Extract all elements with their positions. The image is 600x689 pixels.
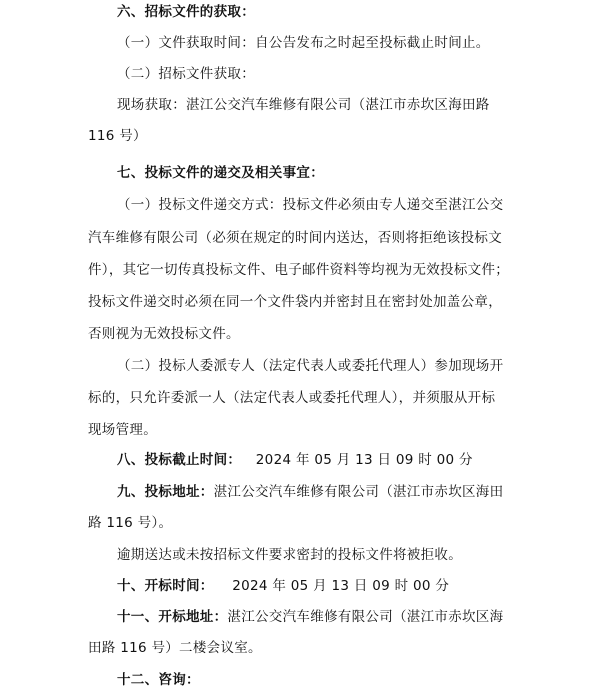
section-9-heading: 九、投标地址：	[117, 484, 214, 500]
section-7-para-1-line-2: 汽车维修有限公司（必须在规定的时间内送达，否则将拒绝该投标文	[88, 230, 502, 246]
section-7-para-1-line-5: 否则视为无效投标文件。	[88, 326, 240, 342]
section-7-para-2-line-3: 现场管理。	[88, 422, 157, 438]
section-8-heading: 八、投标截止时间：	[117, 452, 242, 468]
section-9-row	[117, 483, 503, 501]
section-12-heading: 十二、咨询：	[117, 672, 200, 688]
section-10-row	[117, 577, 449, 595]
section-6-item-2: （二）招标文件获取：	[117, 66, 255, 82]
section-11-heading: 十一、开标地址：	[117, 609, 228, 625]
section-7-para-1-line-1: （一）投标文件递交方式：投标文件必须由专人递交至湛江公交	[117, 197, 504, 213]
section-9-note: 逾期送达或未按招标文件要求密封的投标文件将被拒收。	[117, 547, 462, 563]
section-11-value-line-1: 湛江公交汽车维修有限公司（湛江市赤坎区海	[227, 609, 504, 625]
section-7-para-1-line-4: 投标文件递交时必须在同一个文件袋内并密封且在密封处加盖公章，	[88, 294, 502, 310]
section-7-para-2-line-2: 标的，只允许委派一人（法定代表人或委托代理人），并须服从开标	[88, 390, 496, 406]
section-7-para-2-line-1: （二）投标人委派专人（法定代表人或委托代理人）参加现场开	[117, 358, 504, 374]
section-7-heading: 七、投标文件的递交及相关事宜：	[117, 165, 324, 181]
section-7-para-1-line-3: 件），其它一切传真投标文件、电子邮件资料等均视为无效投标文件；	[88, 262, 510, 278]
section-6-heading: 六、招标文件的获取：	[117, 4, 255, 20]
section-6-item-1: （一）文件获取时间：自公告发布之时起至投标截止时间止。	[117, 35, 490, 51]
section-6-onsite-line-2: 116 号）	[88, 128, 147, 144]
section-10-heading: 十、开标时间：	[117, 578, 214, 594]
section-8-row	[117, 451, 473, 469]
section-10-value: 2024 年 05 月 13 日 09 时 00 分	[232, 578, 450, 594]
section-11-value-line-2: 田路 116 号）二楼会议室。	[88, 640, 262, 656]
section-6-onsite-line-1: 现场获取：湛江公交汽车维修有限公司（湛江市赤坎区海田路	[117, 97, 490, 113]
section-8-value: 2024 年 05 月 13 日 09 时 00 分	[255, 452, 473, 468]
section-9-value-line-1: 湛江公交汽车维修有限公司（湛江市赤坎区海田	[213, 484, 504, 500]
section-11-row	[117, 608, 503, 626]
section-9-value-line-2: 路 116 号）。	[88, 515, 173, 531]
